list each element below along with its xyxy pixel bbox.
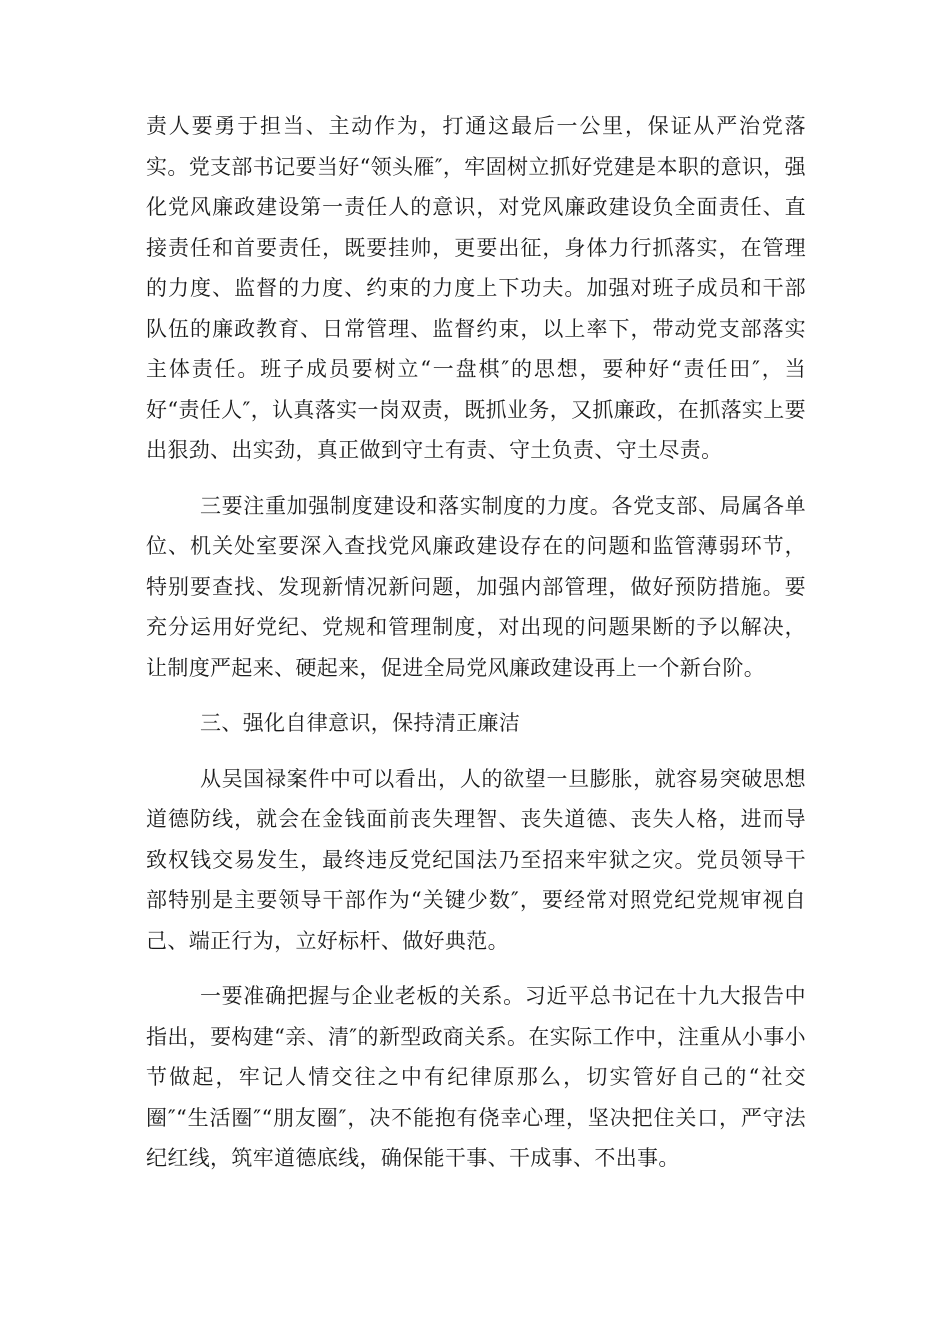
document-body	[146, 106, 806, 1194]
section-heading-self-discipline: 三、强化自律意识，保持清正廉洁	[200, 711, 521, 735]
paragraph-system-building: 三要注重加强制度建设和落实制度的力度。各党支部、局属各单位、机关处室要深入查找党风廉政建设存在的问题和监管薄弱环节，特别要查找、发现新情况新问题，加强内部管理，做好预防措施。要充分运用好党纪、党规和管理制度，对出现的问题果断的予以解决，让制度严起来、硬起来，促进全局党风廉政建设再上一个新台阶。	[146, 493, 806, 680]
paragraph-case-lesson: 从吴国禄案件中可以看出，人的欲望一旦膨胀，就容易突破思想道德防线，就会在金钱面前丧失理智、丧失道德、丧失人格，进而导致权钱交易发生，最终违反党纪国法乃至招来牢狱之灾。党员领导干部特别是主要领导干部作为“关键少数″，要经常对照党纪党规审视自己、端正行为，立好标杆、做好典范。	[146, 766, 806, 953]
paragraph-business-relations: 一要准确把握与企业老板的关系。习近平总书记在十九大报告中指出，要构建“亲、清″的新型政商关系。在实际工作中，注重从小事小节做起，牢记人情交往之中有纪律原那么，切实管好自己的“社交圈″“生活圈″“朋友圈″，决不能抱有侥幸心理，坚决把住关口，严守法纪红线，筑牢道德底线，确保能干事、干成事、不出事。	[146, 984, 806, 1170]
paragraph-responsibility: 责人要勇于担当、主动作为，打通这最后一公里，保证从严治党落实。党支部书记要当好“领头雁″，牢固树立抓好党建是本职的意识，强化党风廉政建设第一责任人的意识，对党风廉政建设负全面责任、直接责任和首要责任，既要挂帅，更要出征，身体力行抓落实，在管理的力度、监督的力度、约束的力度上下功夫。加强对班子成员和干部队伍的廉政教育、日常管理、监督约束，以上率下，带动党支部落实主体责任。班子成员要树立“一盘棋″的思想，要种好“责任田″，当好“责任人″，认真落实一岗双责，既抓业务，又抓廉政，在抓落实上要出狠劲、出实劲，真正做到守土有责、守土负责、守土尽责。	[146, 114, 806, 462]
